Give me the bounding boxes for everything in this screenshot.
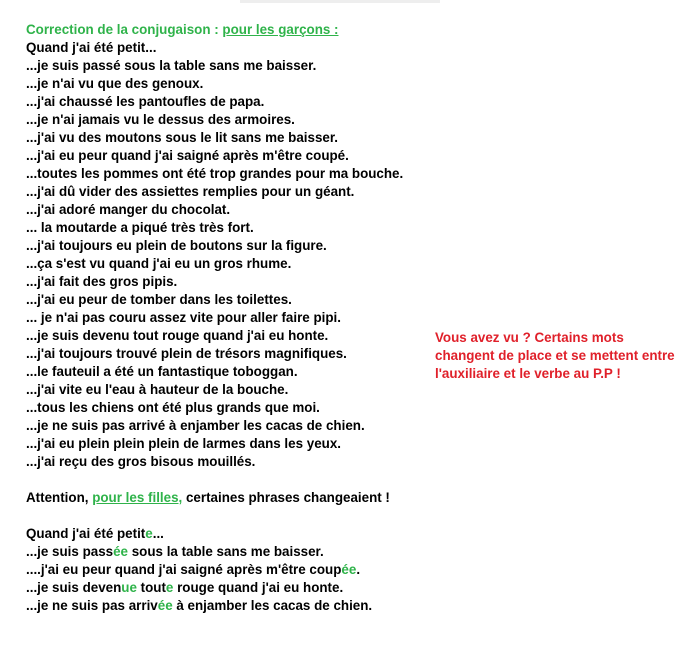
girls-sentence-4	[26, 597, 446, 615]
top-border-strip	[240, 0, 440, 3]
list-item: ...j'ai adoré manger du chocolat.	[26, 202, 231, 217]
list-item: ...j'ai dû vider des assiettes remplies pour un géant.	[26, 184, 355, 199]
sentence-end: rouge quand j'ai eu honte.	[173, 580, 344, 595]
girls-intro-text: Quand j'ai été petit	[26, 526, 146, 541]
list-item: ...tous les chiens ont été plus grands que moi.	[26, 400, 320, 415]
agreement-ending: e	[145, 526, 153, 541]
agreement-ending: ée	[113, 544, 128, 559]
list-item: ...j'ai chaussé les pantoufles de papa.	[26, 94, 265, 109]
list-item: ...j'ai toujours eu plein de boutons sur la figure.	[26, 238, 327, 253]
list-item: ...j'ai vu des moutons sous le lit sans me baisser.	[26, 130, 339, 145]
sentence-start: ....j'ai eu peur quand j'ai saigné après m'être coup	[26, 562, 342, 577]
girls-sentence-1	[26, 543, 446, 561]
sentence-start: ...je ne suis pas arriv	[26, 598, 158, 613]
list-item: ...j'ai eu plein plein plein de larmes dans les yeux.	[26, 436, 342, 451]
attention-suffix: certaines phrases changeaient !	[182, 490, 390, 505]
girls-intro	[26, 525, 446, 543]
correction-heading	[26, 21, 446, 39]
girls-sentence-3	[26, 579, 446, 597]
attention-prefix: Attention,	[26, 490, 93, 505]
girls-sentence-2	[26, 561, 446, 579]
list-item: ...j'ai vite eu l'eau à hauteur de la bouche.	[26, 382, 289, 397]
side-note: Vous avez vu ? Certains mots changent de place et se mettent entre l'auxiliaire et le verbe au P.P !	[435, 330, 675, 381]
list-item: ...je suis passé sous la table sans me baisser.	[26, 58, 317, 73]
sentence-start: ...je suis deven	[26, 580, 122, 595]
agreement-ending: ée	[157, 598, 173, 613]
list-item: ...je n'ai vu que des genoux.	[26, 76, 204, 91]
heading-prefix: Correction de la conjugaison :	[26, 22, 223, 37]
heading-boys-link[interactable]: pour les garçons :	[222, 22, 339, 37]
list-item: ...je n'ai jamais vu le dessus des armoires.	[26, 112, 295, 127]
list-item: ...j'ai reçu des gros bisous mouillés.	[26, 454, 256, 469]
list-item: ...j'ai toujours trouvé plein de trésors magnifiques.	[26, 346, 347, 361]
list-item: ...toutes les pommes ont été trop grandes pour ma bouche.	[26, 166, 404, 181]
agreement-ending: ue	[121, 580, 137, 595]
agreement-ending: e	[165, 580, 174, 595]
sentence-end: à enjamber les cacas de chien.	[172, 598, 373, 613]
list-item: ...ça s'est vu quand j'ai eu un gros rhume.	[26, 256, 292, 271]
list-item: ...je suis devenu tout rouge quand j'ai eu honte.	[26, 328, 329, 343]
list-item: ...le fauteuil a été un fantastique toboggan.	[26, 364, 298, 379]
attention-girls-link[interactable]: pour les filles,	[92, 490, 183, 505]
document-body	[26, 21, 446, 615]
sentence-end: sous la table sans me baisser.	[128, 544, 324, 559]
boys-intro: Quand j'ai été petit...	[26, 40, 157, 55]
agreement-ending: ée	[341, 562, 357, 577]
list-item: ...je ne suis pas arrivé à enjamber les cacas de chien.	[26, 418, 365, 433]
spacer	[26, 471, 446, 489]
sentence-start: ...je suis pass	[26, 544, 114, 559]
list-item: ... je n'ai pas couru assez vite pour aller faire pipi.	[26, 310, 341, 325]
boys-sentence-list	[26, 57, 446, 471]
list-item: ... la moutarde a piqué très très fort.	[26, 220, 254, 235]
list-item: ...j'ai eu peur quand j'ai saigné après m'être coupé.	[26, 148, 349, 163]
sentence-middle: tout	[136, 580, 166, 595]
sentence-end: .	[356, 562, 361, 577]
spacer	[26, 507, 446, 525]
list-item: ...j'ai eu peur de tomber dans les toilettes.	[26, 292, 292, 307]
attention-line	[26, 489, 446, 507]
girls-intro-ellipsis: ...	[152, 526, 164, 541]
list-item: ...j'ai fait des gros pipis.	[26, 274, 178, 289]
